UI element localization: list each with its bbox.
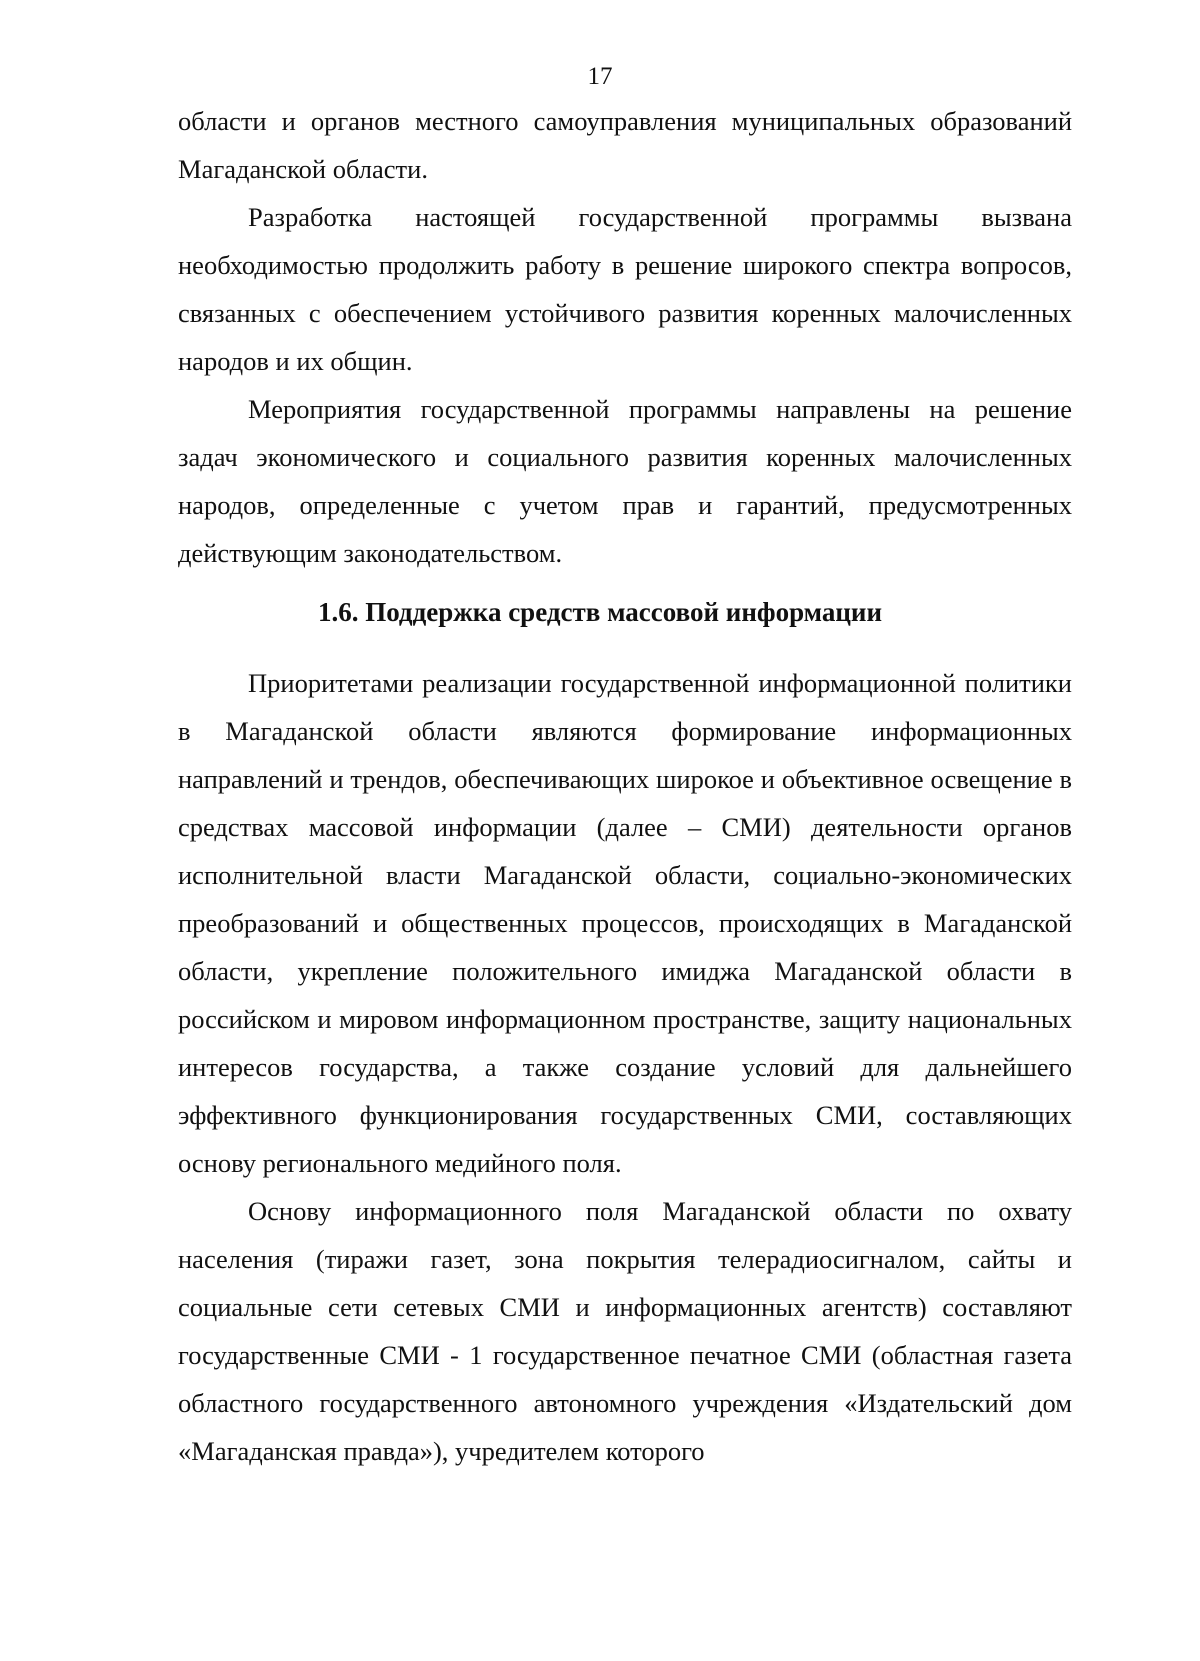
media-text-block bbox=[178, 659, 1072, 1475]
section-heading: 1.6. Поддержка средств массовой информации bbox=[317, 597, 883, 627]
page-number: 17 bbox=[587, 63, 613, 90]
intro-text-block bbox=[178, 97, 1072, 577]
paragraph-continuation: области и органов местного самоуправления муниципальных образований Магаданской области. bbox=[178, 106, 1072, 184]
paragraph-media-priorities: Приоритетами реализации государственной информационной политики в Магаданской области являются формирование информационных направлений и трендов, обеспечивающих широкое и объективное освещение в средствах массовой информации (далее – СМИ) деятельности органов исполнительной власти Магаданской области, социально-экономических преобразований и общественных процессов, происходящих в Магаданской области, укрепление положительного имиджа Магаданской области в российском и мировом информационном пространстве, защиту национальных интересов государства, а также создание условий для дальнейшего эффективного функционирования государственных СМИ, составляющих основу регионального медийного поля. bbox=[178, 668, 1072, 1178]
paragraph-program-development: Разработка настоящей государственной программы вызвана необходимостью продолжить работу в решение широкого спектра вопросов, связанных с обеспечением устойчивого развития коренных малочисленных народов и их общин. bbox=[178, 202, 1072, 376]
paragraph-media-basis: Основу информационного поля Магаданской области по охвату населения (тиражи газет, зона покрытия телерадиосигналом, сайты и социальные сети сетевых СМИ и информационных агентств) составляют государственные СМИ - 1 государственное печатное СМИ (областная газета областного государственного автономного учреждения «Издательский дом «Магаданская правда»), учредителем которого bbox=[178, 1196, 1072, 1466]
paragraph-program-measures: Мероприятия государственной программы направлены на решение задач экономического и социального развития коренных малочисленных народов, определенные с учетом прав и гарантий, предусмотренных действующим законодательством. bbox=[178, 394, 1072, 568]
